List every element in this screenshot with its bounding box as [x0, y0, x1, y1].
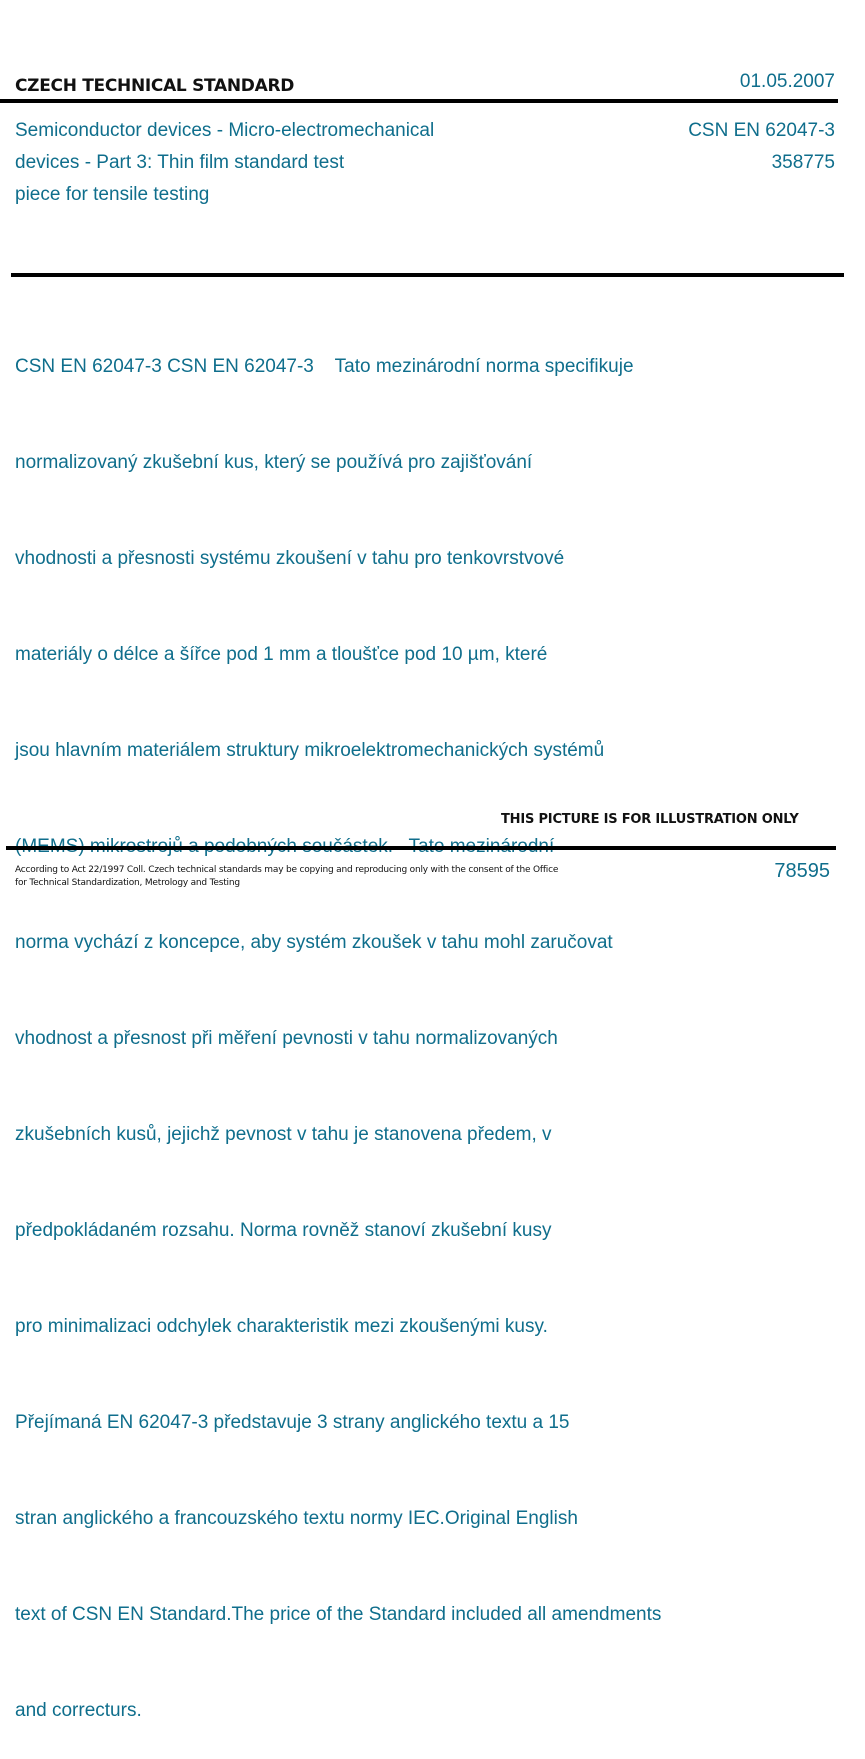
- standard-codes: [688, 115, 835, 179]
- section-divider: [11, 273, 844, 277]
- catalog-number: 358775: [771, 152, 835, 173]
- title-line: devices - Part 3: Thin film standard test: [15, 152, 345, 173]
- description-line: vhodnosti a přesnosti systému zkoušení v tahu pro tenkovrstvové: [15, 548, 565, 569]
- legal-notice: [15, 864, 558, 890]
- standard-description: [15, 287, 661, 1759]
- description-line: Přejímaná EN 62047-3 představuje 3 strany anglického textu a 15: [15, 1412, 570, 1433]
- description-line: jsou hlavním materiálem struktury mikroelektromechanických systémů: [15, 740, 605, 761]
- description-line: normalizovaný zkušební kus, který se používá pro zajišťování: [15, 452, 533, 473]
- header-divider: [0, 99, 838, 103]
- description-line: předpokládaném rozsahu. Norma rovněž stanoví zkušební kusy: [15, 1220, 552, 1241]
- legal-line: According to Act 22/1997 Coll. Czech technical standards may be copying and reproducing only with the consent of the Office: [15, 865, 559, 875]
- footer-divider: [6, 846, 836, 850]
- publication-date: 01.05.2007: [739, 71, 835, 92]
- description-line: pro minimalizaci odchylek charakteristik mezi zkoušenými kusy.: [15, 1316, 548, 1337]
- description-line: text of CSN EN Standard.The price of the Standard included all amendments: [15, 1604, 662, 1625]
- description-line: stran anglického a francouzského textu normy IEC.Original English: [15, 1508, 578, 1529]
- legal-line: for Technical Standardization, Metrology and Testing: [15, 878, 240, 888]
- description-line: zkušebních kusů, jejichž pevnost v tahu je stanovena předem, v: [15, 1124, 552, 1145]
- description-line: vhodnost a přesnost při měření pevnosti v tahu normalizovaných: [15, 1028, 558, 1049]
- illustration-disclaimer: THIS PICTURE IS FOR ILLUSTRATION ONLY: [501, 812, 799, 827]
- standard-type-label: CZECH TECHNICAL STANDARD: [15, 76, 295, 96]
- standard-code: CSN EN 62047-3: [688, 120, 835, 141]
- description-line: norma vychází z koncepce, aby systém zkoušek v tahu mohl zaručovat: [15, 932, 613, 953]
- description-line: materiály o délce a šířce pod 1 mm a tloušťce pod 10 µm, které: [15, 644, 548, 665]
- document-id: 78595: [774, 860, 830, 882]
- description-line: and correcturs.: [15, 1700, 142, 1721]
- title-line: Semiconductor devices - Micro-electromechanical: [15, 120, 435, 141]
- standard-title: [15, 115, 535, 211]
- title-line: piece for tensile testing: [15, 184, 210, 205]
- description-line: CSN EN 62047-3 CSN EN 62047-3 Tato mezinárodní norma specifikuje: [15, 356, 634, 377]
